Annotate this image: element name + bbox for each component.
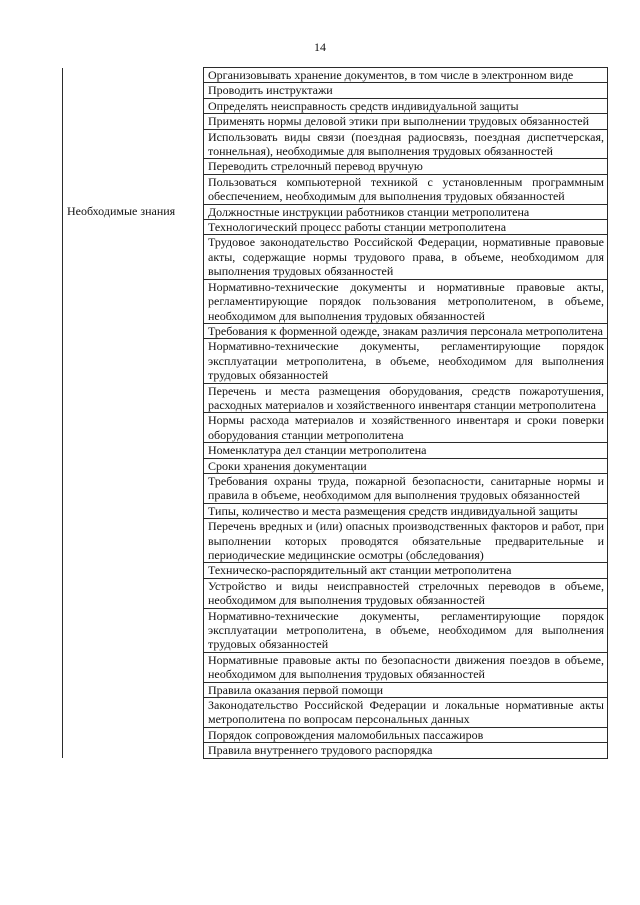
knowledge-item: Устройство и виды неисправностей стрелочных переводов в объеме, необходимом для выполнения трудовых обязанностей — [204, 578, 608, 608]
knowledge-item: Правила оказания первой помощи — [204, 682, 608, 697]
knowledge-item: Номенклатура дел станции метрополитена — [204, 443, 608, 458]
knowledge-item: Перечень и места размещения оборудования, средств пожаротушения, расходных материалов и хозяйственного инвентаря станции метрополитена — [204, 383, 608, 413]
skill-item: Проводить инструктажи — [204, 83, 608, 98]
label-cell-empty — [63, 68, 204, 205]
requirements-table — [62, 67, 608, 759]
knowledge-item: Трудовое законодательство Российской Федерации, нормативные правовые акты, содержащие нормы трудового права, в объеме, необходимом для выполнения трудовых обязанностей — [204, 235, 608, 279]
knowledge-item: Нормы расхода материалов и хозяйственного инвентаря и сроки поверки оборудования станции метрополитена — [204, 413, 608, 443]
knowledge-item: Типы, количество и места размещения средств индивидуальной защиты — [204, 503, 608, 518]
table-row — [63, 68, 608, 83]
knowledge-item: Техническо-распорядительный акт станции метрополитена — [204, 563, 608, 578]
skill-item: Переводить стрелочный перевод вручную — [204, 159, 608, 174]
knowledge-item: Правила внутреннего трудового распорядка — [204, 743, 608, 758]
knowledge-item: Законодательство Российской Федерации и локальные нормативные акты метрополитена по вопросам персональных данных — [204, 698, 608, 728]
skill-item: Организовывать хранение документов, в том числе в электронном виде — [204, 68, 608, 83]
knowledge-item: Нормативно-технические документы, регламентирующие порядок эксплуатации метрополитена, в объеме, необходимом для выполнения трудовых обязанностей — [204, 339, 608, 383]
knowledge-item: Перечень вредных и (или) опасных производственных факторов и работ, при выполнении которых проводятся обязательные предварительные и периодические медицинские осмотры (обследования) — [204, 519, 608, 563]
knowledge-item: Сроки хранения документации — [204, 458, 608, 473]
knowledge-item: Нормативно-технические документы, регламентирующие порядок эксплуатации метрополитена, в объеме, необходимом для выполнения трудовых обязанностей — [204, 608, 608, 652]
knowledge-item: Технологический процесс работы станции метрополитена — [204, 220, 608, 235]
knowledge-item: Нормативные правовые акты по безопасности движения поездов в объеме, необходимом для выполнения трудовых обязанностей — [204, 652, 608, 682]
knowledge-item: Должностные инструкции работников станции метрополитена — [204, 204, 608, 219]
section-label — [63, 204, 204, 758]
knowledge-item: Требования к форменной одежде, знакам различия персонала метрополитена — [204, 323, 608, 338]
page-number: 14 — [314, 40, 326, 54]
section-label-text: Необходимые знания — [67, 204, 176, 219]
skill-item: Определять неисправность средств индивидуальной защиты — [204, 98, 608, 113]
knowledge-item: Нормативно-технические документы и нормативные правовые акты, регламентирующие порядок пользования метрополитеном, в объеме, необходимом для выполнения трудовых обязанностей — [204, 279, 608, 323]
knowledge-item: Требования охраны труда, пожарной безопасности, санитарные нормы и правила в объеме, необходимом для выполнения трудовых обязанностей — [204, 473, 608, 503]
skill-item: Использовать виды связи (поездная радиосвязь, поездная диспетчерская, тоннельная), необходимые для выполнения трудовых обязанностей — [204, 129, 608, 159]
skill-item: Применять нормы деловой этики при выполнении трудовых обязанностей — [204, 114, 608, 129]
knowledge-item: Порядок сопровождения маломобильных пассажиров — [204, 727, 608, 742]
table-row — [63, 204, 608, 219]
skill-item: Пользоваться компьютерной техникой с установленным программным обеспечением, необходимым для выполнения трудовых обязанностей — [204, 174, 608, 204]
